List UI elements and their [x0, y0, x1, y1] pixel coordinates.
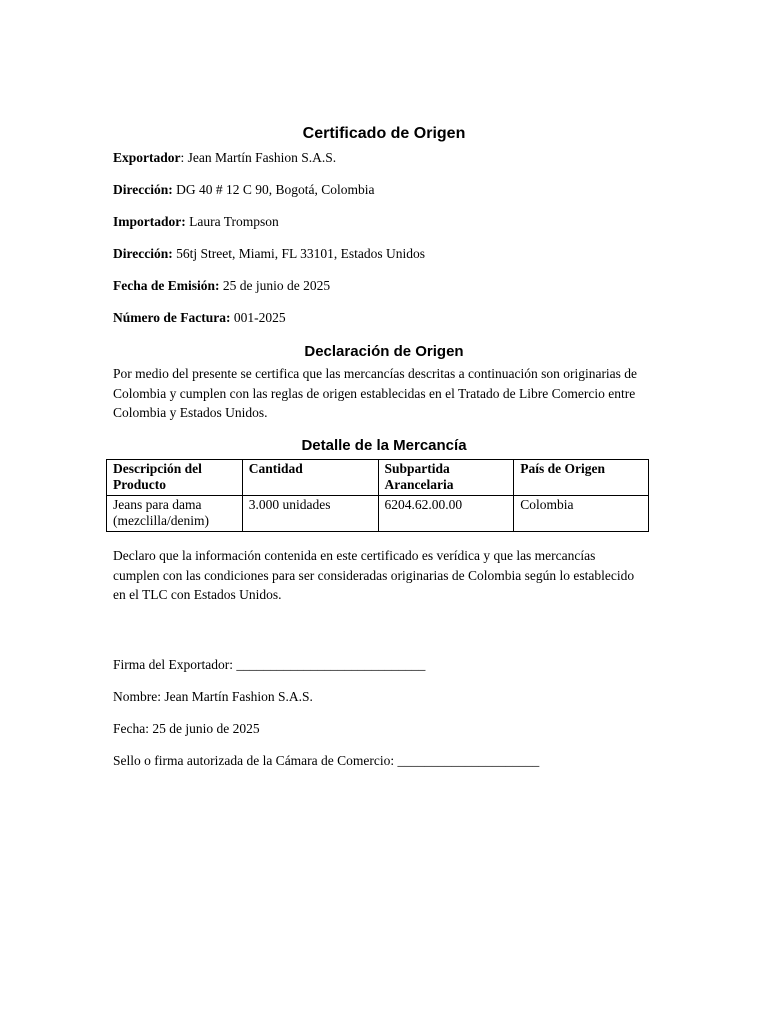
goods-table [106, 459, 649, 532]
cell-tariff-code: 6204.62.00.00 [378, 496, 514, 532]
exporter-address-value: DG 40 # 12 C 90, Bogotá, Colombia [172, 182, 375, 197]
importer-address-label: Dirección: [113, 246, 173, 261]
signer-name-line: Nombre: Jean Martín Fashion S.A.S. [113, 689, 313, 704]
chamber-seal-line: Sello o firma autorizada de la Cámara de Comercio: _____________________ [113, 753, 540, 768]
declaration-text: Por medio del presente se certifica que las mercancías descritas a continuación son originarias de Colombia y cumplen con las reglas de origen establecidas en el Tratado de Libre Comercio entre Colombia y Estados Unidos. [113, 366, 638, 420]
invoice-number-value: 001-2025 [230, 310, 286, 325]
exporter-value: Jean Martín Fashion S.A.S. [184, 150, 337, 165]
cell-description: Jeans para dama (mezclilla/denim) [107, 496, 243, 532]
declaration-heading: Declaración de Origen [304, 343, 464, 360]
importer-address-value: 56tj Street, Miami, FL 33101, Estados Unidos [172, 246, 425, 261]
cell-origin-country: Colombia [514, 496, 649, 532]
table-row [107, 496, 649, 532]
column-header-tariff-code: Subpartida Arancelaria [378, 460, 514, 496]
exporter-label: Exportador [113, 150, 181, 165]
document-title: Certificado de Origen [302, 125, 466, 142]
issue-date-value: 25 de junio de 2025 [219, 278, 331, 293]
column-header-description: Descripción del Producto [107, 460, 243, 496]
exporter-line [113, 150, 336, 166]
exporter-address-line [113, 182, 374, 198]
exporter-separator: : [180, 150, 185, 165]
issue-date-label: Fecha de Emisión: [113, 278, 220, 293]
exporter-signature-line: Firma del Exportador: ____________________________ [113, 657, 426, 672]
column-header-quantity: Cantidad [242, 460, 378, 496]
table-header-row [107, 460, 649, 496]
invoice-number-label: Número de Factura: [113, 310, 231, 325]
importer-label: Importador: [113, 214, 186, 229]
exporter-address-label: Dirección: [113, 182, 173, 197]
issue-date-line [113, 278, 330, 294]
invoice-number-line [113, 310, 286, 326]
column-header-origin-country: País de Origen [514, 460, 649, 496]
importer-line [113, 214, 279, 230]
importer-address-line [113, 246, 425, 262]
signature-date-line: Fecha: 25 de junio de 2025 [113, 721, 260, 736]
importer-value: Laura Trompson [185, 214, 279, 229]
cell-quantity: 3.000 unidades [242, 496, 378, 532]
goods-heading: Detalle de la Mercancía [301, 437, 467, 454]
statement-text: Declaro que la información contenida en este certificado es verídica y que las mercancías cumplen con las condiciones para ser consideradas originarias de Colombia según lo establecido en el TLC con Estados Unidos. [113, 548, 635, 602]
